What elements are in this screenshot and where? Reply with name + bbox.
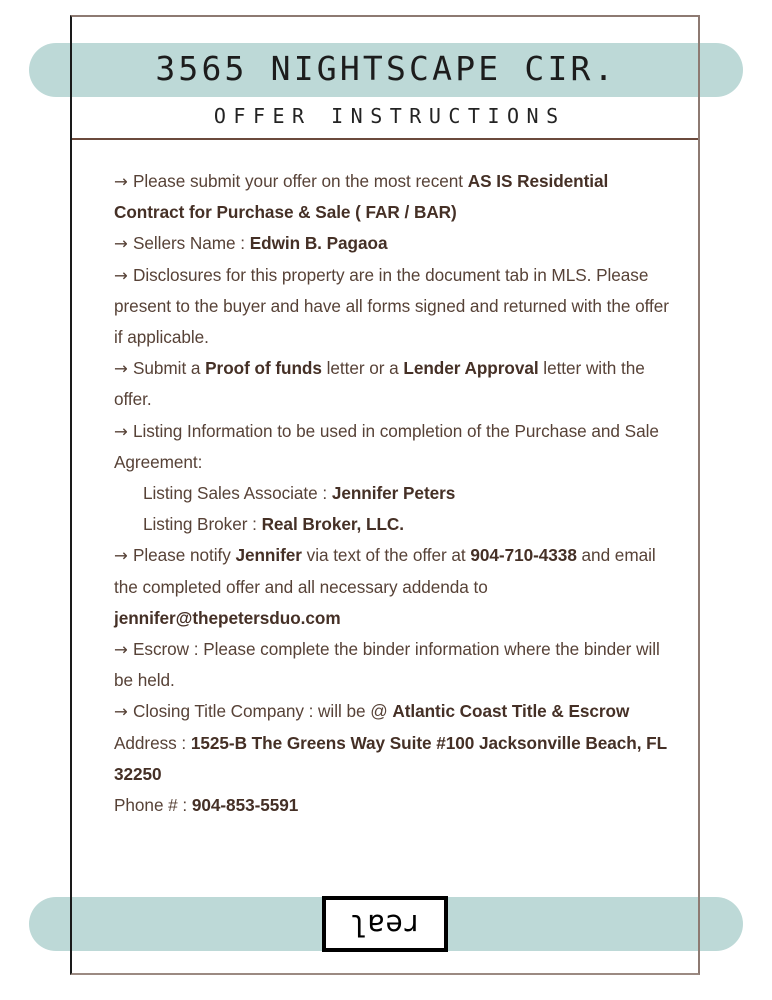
line-listing-broker: Listing Broker : Real Broker, LLC. bbox=[143, 514, 404, 535]
line-contract: → Please submit your offer on the most recent AS IS Residential Contract for Purchase & Sale ( FAR / BAR) bbox=[114, 171, 613, 223]
real-logo-wordmark: real bbox=[349, 907, 421, 942]
line-disclosures: → Disclosures for this property are in the document tab in MLS. Please present to the buyer and have all forms signed and returned with the offer if applicable. bbox=[114, 264, 674, 348]
header-divider bbox=[72, 138, 698, 140]
line-closing-title-company: → Closing Title Company : will be @ Atlantic Coast Title & Escrow bbox=[114, 701, 630, 722]
document-header bbox=[0, 15, 772, 128]
line-notify: → Please notify Jennifer via text of the offer at 904-710-4338 and email the completed offer and all necessary addenda to jennifer@thepetersduo.com bbox=[114, 545, 661, 628]
line-listing-info: → Listing Information to be used in completion of the Purchase and Sale Agreement: bbox=[114, 420, 663, 472]
line-proof-of-funds: → Submit a Proof of funds letter or a Lender Approval letter with the offer. bbox=[114, 358, 650, 410]
page-title: 3565 NIGHTSCAPE CIR. bbox=[155, 49, 617, 88]
page-subtitle: OFFER INSTRUCTIONS bbox=[213, 104, 566, 128]
line-address: Address : 1525-B The Greens Way Suite #100 Jacksonville Beach, FL 32250 bbox=[114, 732, 672, 784]
line-sellers-name: → Sellers Name : Edwin B. Pagaoa bbox=[114, 233, 388, 254]
line-phone: Phone # : 904-853-5591 bbox=[114, 795, 299, 816]
instructions-body bbox=[114, 166, 674, 821]
real-logo bbox=[322, 896, 448, 952]
line-escrow: → Escrow : Please complete the binder information where the binder will be held. bbox=[114, 639, 665, 691]
line-listing-sales-associate: Listing Sales Associate : Jennifer Peters bbox=[143, 483, 456, 504]
